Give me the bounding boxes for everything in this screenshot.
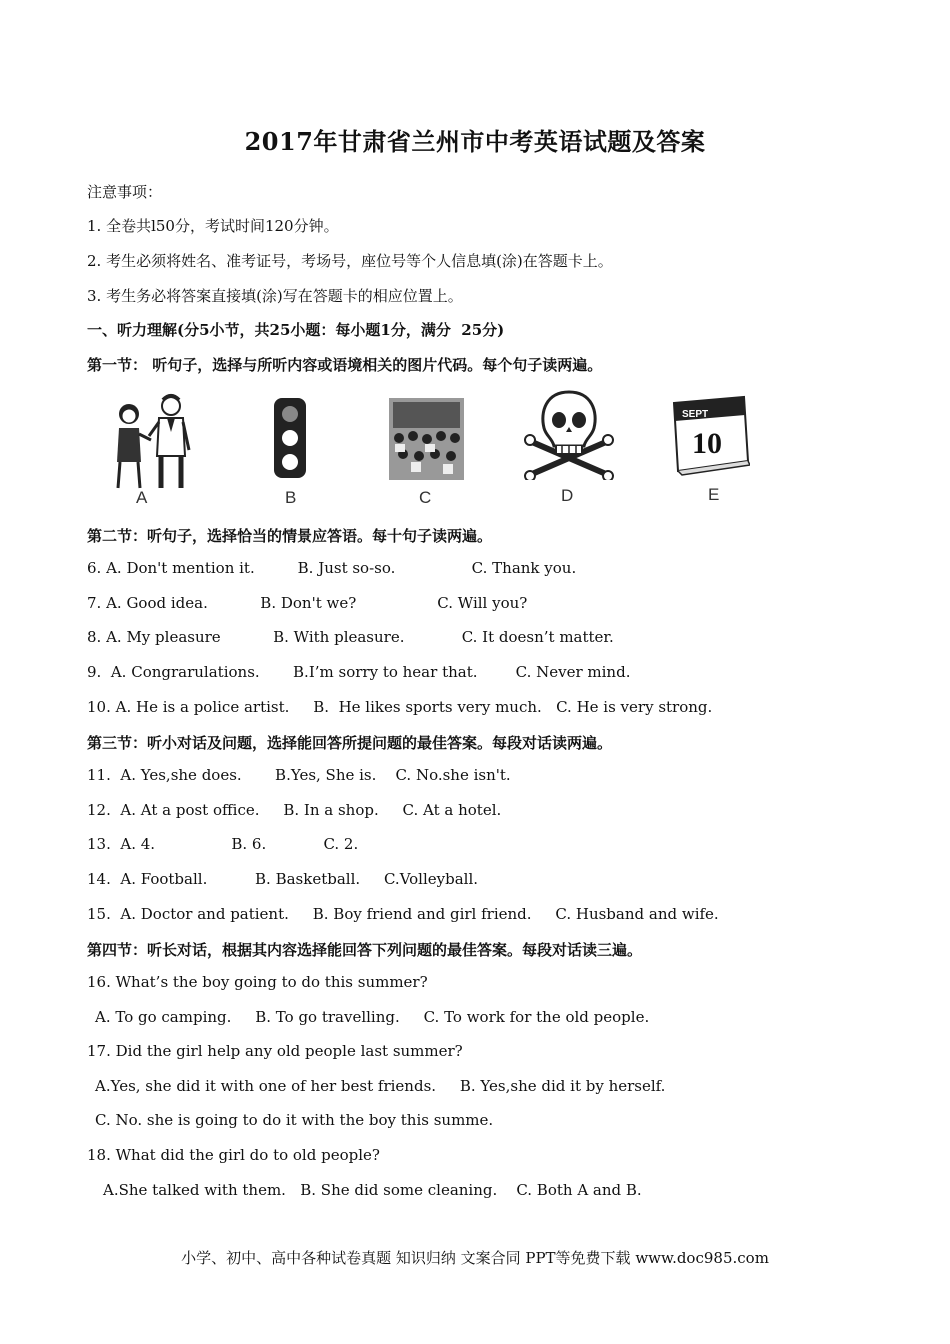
question-14: 14. A. Football. B. Basketball. C.Volleyball.: [87, 870, 479, 888]
picture-label-c: C: [419, 488, 432, 507]
question-9: 9. A. Congrarulations. B.I’m sorry to hear that. C. Never mind.: [87, 663, 631, 681]
question-16: 16. What’s the boy going to do this summer?: [87, 973, 428, 991]
picture-label-b: B: [285, 488, 297, 507]
section3-heading: 第三节：听小对话及问题，选择能回答所提问题的最佳答案。每段对话读两遍。: [87, 734, 613, 752]
question-15: 15. A. Doctor and patient. B. Boy friend and girl friend. C. Husband and wife.: [87, 905, 719, 923]
question-17-options-ab: A.Yes, she did it with one of her best friends. B. Yes,she did it by herself.: [95, 1077, 666, 1095]
question-6: 6. A. Don't mention it. B. Just so-so. C. Thank you.: [87, 559, 577, 577]
part1-heading: 一、听力理解(分5小节，共25小题：每小题1分，满分 25分): [87, 321, 505, 339]
skull-crossbones-icon: [524, 390, 614, 480]
traffic-light-icon: [270, 396, 310, 480]
calendar-day: 10: [692, 427, 722, 460]
picture-label-a: A: [136, 488, 148, 507]
question-7: 7. A. Good idea. B. Don't we? C. Will you?: [87, 594, 528, 612]
notice-item-1: 1. 全卷共l50分，考试时间120分钟。: [87, 217, 339, 235]
question-17-option-c: C. No. she is going to do it with the boy this summe.: [95, 1111, 494, 1129]
question-13: 13. A. 4. B. 6. C. 2.: [87, 835, 359, 853]
question-18-options: A.She talked with them. B. She did some cleaning. C. Both A and B.: [103, 1181, 642, 1199]
question-11: 11. A. Yes,she does. B.Yes, She is. C. No.she isn't.: [87, 766, 511, 784]
notice-heading: 注意事项：: [87, 183, 163, 201]
question-16-options: A. To go camping. B. To go travelling. C. To work for the old people.: [95, 1008, 650, 1026]
calendar-month: SEPT: [682, 409, 709, 420]
section4-heading: 第四节：听长对话，根据其内容选择能回答下列问题的最佳答案。每段对话读三遍。: [87, 941, 643, 959]
page-title: 2017年甘肃省兰州市中考英语试题及答案: [244, 127, 706, 156]
notice-item-3: 3. 考生务必将答案直接填(涂)写在答题卡的相应位置上。: [87, 287, 463, 305]
notice-item-2: 2. 考生必须将姓名、准考证号，考场号，座位号等个人信息填(涂)在答题卡上。: [87, 252, 613, 270]
section1-heading: 第一节： 听句子，选择与所听内容或语境相关的图片代码。每个句子读两遍。: [87, 356, 603, 374]
calendar-icon: [664, 393, 750, 477]
question-10: 10. A. He is a police artist. B. He likes sports very much. C. He is very strong.: [87, 698, 713, 716]
question-18: 18. What did the girl do to old people?: [87, 1146, 380, 1164]
page-footer: 小学、初中、高中各种试卷真题 知识归纳 文案合同 PPT等免费下载 www.doc985.com: [181, 1249, 769, 1267]
question-17: 17. Did the girl help any old people last summer?: [87, 1042, 463, 1060]
question-8: 8. A. My pleasure B. With pleasure. C. It doesn’t matter.: [87, 628, 614, 646]
crowd-photo-icon: [389, 398, 464, 480]
picture-label-d: D: [561, 486, 574, 505]
picture-label-e: E: [708, 485, 720, 504]
people-talking-icon: [105, 392, 200, 492]
question-12: 12. A. At a post office. B. In a shop. C. At a hotel.: [87, 801, 502, 819]
section2-heading: 第二节：听句子，选择恰当的情景应答语。每十句子读两遍。: [87, 527, 493, 545]
